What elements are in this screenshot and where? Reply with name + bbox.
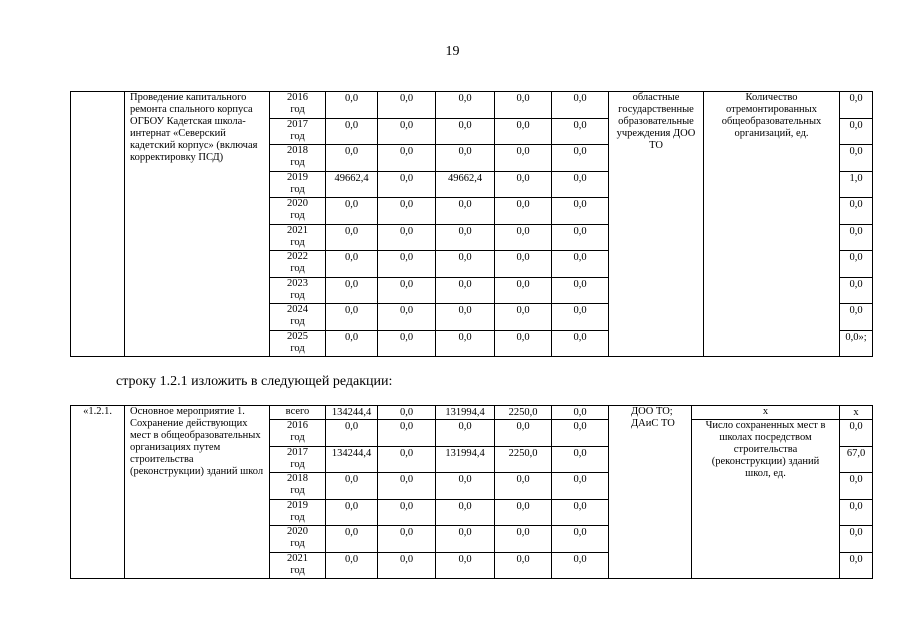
table-row [71, 92, 873, 119]
year-value: 2020 [287, 526, 308, 537]
year-unit: год [290, 210, 305, 221]
value-cell: 0,0 [326, 198, 378, 225]
year-cell [270, 145, 326, 172]
year-cell [270, 552, 326, 579]
value-cell: 131994,4 [436, 446, 495, 473]
value-cell: 0,0 [378, 499, 436, 526]
value-cell: 0,0 [436, 145, 495, 172]
value-cell: 0,0 [326, 224, 378, 251]
table-capital-repair [70, 91, 873, 357]
year-unit: год [290, 538, 305, 549]
value-cell: 0,0 [436, 92, 495, 119]
value-cell: 0,0 [552, 552, 609, 579]
year-value: 2025 [287, 330, 308, 342]
value-cell: 0,0 [552, 420, 609, 447]
year-cell [270, 251, 326, 278]
year-value: 2016 [287, 420, 308, 431]
code-cell [71, 92, 125, 357]
value-cell: 0,0 [495, 145, 552, 172]
value-cell: 0,0 [495, 251, 552, 278]
year-value: 2022 [287, 251, 308, 262]
year-unit: год [290, 183, 305, 195]
value-cell: 0,0 [326, 145, 378, 172]
value-cell: 0,0 [326, 330, 378, 357]
value-cell: 0,0 [378, 118, 436, 145]
year-unit: год [290, 236, 305, 248]
value-cell: 2250,0 [495, 446, 552, 473]
year-value: 2019 [287, 171, 308, 183]
value-cell: 0,0 [326, 304, 378, 331]
value-cell: 0,0 [495, 118, 552, 145]
value-cell: 0,0 [495, 277, 552, 304]
value-cell: 0,0 [552, 118, 609, 145]
value-cell: 0,0 [552, 406, 609, 420]
year-unit: год [290, 104, 305, 115]
year-unit: год [290, 511, 305, 523]
value-cell: 0,0 [326, 251, 378, 278]
year-cell [270, 473, 326, 500]
value-cell: 0,0 [552, 92, 609, 119]
value-cell: 0,0 [495, 304, 552, 331]
value-cell: 0,0 [436, 552, 495, 579]
year-cell [270, 277, 326, 304]
value-cell: 0,0 [436, 330, 495, 357]
value-cell: 0,0 [326, 473, 378, 500]
indicator-value-cell: 0,0 [840, 277, 873, 304]
value-cell: 0,0 [326, 526, 378, 553]
value-cell: 0,0 [436, 304, 495, 331]
value-cell: 49662,4 [326, 171, 378, 198]
year-value: 2018 [287, 473, 308, 484]
description-cell: Проведение капитального ремонта спального корпуса ОГБОУ Кадетская школа-интернат «Северский кадетский корпус» (включая корректировку ПСД) [125, 92, 270, 357]
value-cell: 0,0 [495, 499, 552, 526]
value-cell: 0,0 [495, 473, 552, 500]
indicator-value-cell: 0,0»; [840, 330, 873, 357]
value-cell: 0,0 [378, 92, 436, 119]
indicator-value-cell: 0,0 [840, 145, 873, 172]
value-cell: 0,0 [436, 499, 495, 526]
year-unit: год [290, 157, 305, 168]
value-cell: 0,0 [495, 420, 552, 447]
year-value: 2017 [287, 118, 308, 130]
value-cell: 0,0 [495, 198, 552, 225]
value-cell: 131994,4 [436, 406, 495, 420]
value-cell: 0,0 [436, 420, 495, 447]
value-cell: 0,0 [436, 198, 495, 225]
table-row-total [71, 406, 873, 420]
value-cell: 0,0 [495, 526, 552, 553]
value-cell: 0,0 [495, 330, 552, 357]
value-cell: 0,0 [552, 304, 609, 331]
year-value: 2023 [287, 277, 308, 289]
executor-cell: ДОО ТО; ДАиС ТО [609, 406, 692, 579]
year-cell [270, 92, 326, 119]
value-cell: 0,0 [436, 251, 495, 278]
value-cell: 0,0 [552, 526, 609, 553]
year-cell [270, 446, 326, 473]
indicator-cell: Количество отремонтированных общеобразовательных организаций, ед. [704, 92, 840, 357]
value-cell: 0,0 [552, 473, 609, 500]
year-cell [270, 118, 326, 145]
value-cell: 0,0 [378, 304, 436, 331]
indicator-value-cell: 0,0 [840, 251, 873, 278]
value-cell: 0,0 [552, 446, 609, 473]
value-cell: 0,0 [378, 473, 436, 500]
value-cell: 0,0 [378, 420, 436, 447]
year-cell [270, 198, 326, 225]
year-value: 2016 [287, 92, 308, 103]
value-cell: 0,0 [552, 251, 609, 278]
year-cell [270, 330, 326, 357]
value-cell: 0,0 [378, 526, 436, 553]
value-cell: 0,0 [378, 406, 436, 420]
indicator-value-cell: 0,0 [840, 92, 873, 119]
value-cell: 0,0 [552, 330, 609, 357]
indicator-value-cell: 1,0 [840, 171, 873, 198]
value-cell: 0,0 [552, 224, 609, 251]
executor-cell: областные государственные образовательные учреждения ДОО ТО [609, 92, 704, 357]
value-cell: 0,0 [552, 277, 609, 304]
year-unit: год [290, 342, 305, 354]
value-cell: 0,0 [326, 552, 378, 579]
value-cell: 0,0 [552, 171, 609, 198]
total-label-cell: всего [270, 406, 326, 420]
value-cell: 0,0 [552, 198, 609, 225]
year-unit: год [290, 130, 305, 142]
value-cell: 0,0 [436, 224, 495, 251]
indicator-cell: Число сохраненных мест в школах посредством строительства (реконструкции) зданий школ, ед. [692, 420, 840, 579]
year-cell [270, 171, 326, 198]
year-unit: год [290, 432, 305, 443]
year-value: 2021 [287, 552, 308, 564]
year-cell [270, 526, 326, 553]
value-cell: 0,0 [552, 499, 609, 526]
value-cell: 0,0 [552, 145, 609, 172]
value-cell: 0,0 [326, 118, 378, 145]
year-value: 2017 [287, 446, 308, 458]
value-cell: 0,0 [436, 277, 495, 304]
value-cell: 0,0 [495, 224, 552, 251]
year-value: 2019 [287, 499, 308, 511]
year-value: 2018 [287, 145, 308, 156]
indicator-value-cell: 67,0 [840, 446, 873, 473]
value-cell: 0,0 [495, 171, 552, 198]
table-row-1-2-1 [70, 405, 873, 579]
year-cell [270, 224, 326, 251]
value-cell: 0,0 [495, 552, 552, 579]
value-cell: 0,0 [378, 251, 436, 278]
code-cell: «1.2.1. [71, 406, 125, 579]
indicator-value-cell: 0,0 [840, 224, 873, 251]
indicator-value-cell: 0,0 [840, 304, 873, 331]
indicator-x-cell: х [692, 406, 840, 420]
value-cell: 0,0 [378, 330, 436, 357]
indicator-value-cell: 0,0 [840, 552, 873, 579]
year-cell [270, 499, 326, 526]
value-cell: 0,0 [378, 277, 436, 304]
value-cell: 0,0 [378, 446, 436, 473]
indicator-value-cell: 0,0 [840, 198, 873, 225]
value-cell: 0,0 [326, 420, 378, 447]
year-unit: год [290, 485, 305, 496]
year-value: 2021 [287, 224, 308, 236]
value-cell: 2250,0 [495, 406, 552, 420]
value-cell: 0,0 [436, 473, 495, 500]
value-cell: 0,0 [436, 118, 495, 145]
indicator-value-cell: 0,0 [840, 473, 873, 500]
year-cell [270, 304, 326, 331]
value-cell: 0,0 [326, 277, 378, 304]
indicator-value-cell: 0,0 [840, 526, 873, 553]
value-cell: 0,0 [378, 171, 436, 198]
value-cell: 0,0 [378, 224, 436, 251]
value-cell: 0,0 [326, 499, 378, 526]
value-cell: 0,0 [378, 198, 436, 225]
indicator-value-cell: 0,0 [840, 118, 873, 145]
year-unit: год [290, 289, 305, 301]
value-cell: 0,0 [378, 552, 436, 579]
value-cell: 0,0 [326, 92, 378, 119]
year-cell [270, 420, 326, 447]
description-cell: Основное мероприятие 1. Сохранение действующих мест в общеобразовательных организациях путем строительства (реконструкции) зданий школ [125, 406, 270, 579]
year-unit: год [290, 564, 305, 576]
page-number: 19 [445, 44, 460, 59]
value-cell: 0,0 [378, 145, 436, 172]
value-cell: 49662,4 [436, 171, 495, 198]
value-cell: 0,0 [495, 92, 552, 119]
indicator-value-cell: 0,0 [840, 499, 873, 526]
intro-text: строку 1.2.1 изложить в следующей редакции: [116, 374, 393, 389]
year-unit: год [290, 316, 305, 327]
year-value: 2020 [287, 198, 308, 209]
value-cell: 0,0 [436, 526, 495, 553]
year-unit: год [290, 458, 305, 470]
year-value: 2024 [287, 304, 308, 315]
indicator-value-cell: 0,0 [840, 420, 873, 447]
indicator-value-cell: х [840, 406, 873, 420]
year-unit: год [290, 263, 305, 274]
value-cell: 134244,4 [326, 406, 378, 420]
value-cell: 134244,4 [326, 446, 378, 473]
